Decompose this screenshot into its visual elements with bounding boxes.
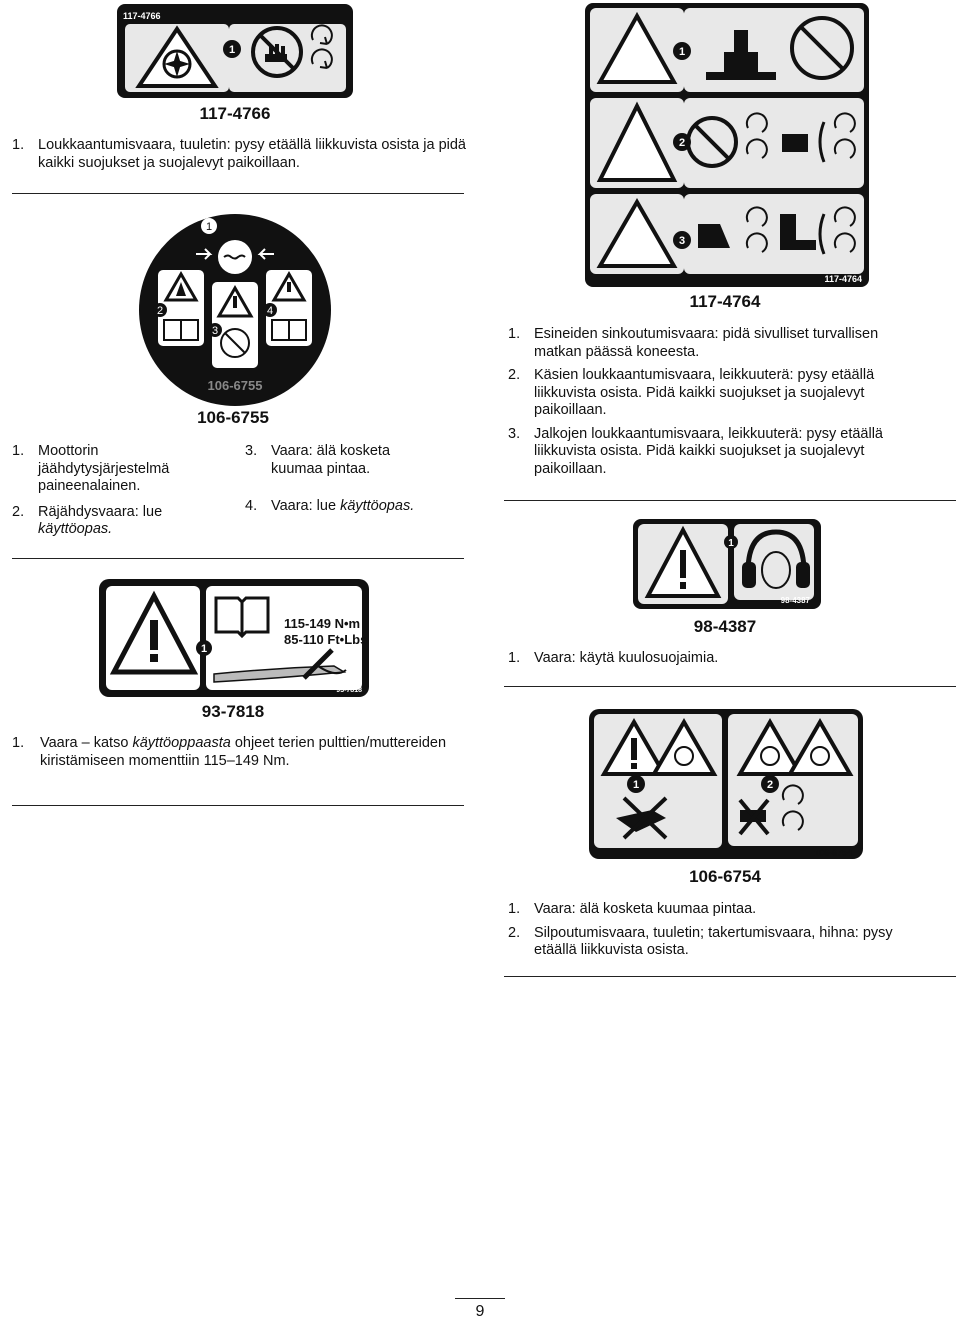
legend-item: 1. Vaara – katso käyttöoppaasta ohjeet terien pulttien/muttereiden kiristämiseen momenttiin 115–149 Nm. — [12, 735, 447, 769]
decal-number-93-7818: 93-7818 — [201, 702, 265, 721]
decal-number-106-6754: 106-6754 — [689, 867, 761, 886]
divider — [12, 558, 464, 559]
divider — [12, 805, 464, 806]
callout-number: 3 — [678, 235, 686, 247]
legend-item: 1. Moottorin jäähdytysjärjestelmä paineenalainen. — [12, 443, 170, 494]
decal-106-6755-image — [138, 212, 332, 408]
callout-number: 2 — [766, 779, 774, 791]
decal-106-6755-legend-right — [245, 443, 445, 522]
decal-117-4764-legend — [508, 326, 928, 484]
decal-117-4764-image — [584, 2, 870, 288]
callout-number: 1 — [632, 779, 640, 791]
decal-93-7818-image — [98, 578, 370, 698]
page-number-rule — [455, 1298, 505, 1299]
decal-98-4387-legend — [508, 650, 928, 674]
callout-number: 1 — [200, 643, 208, 655]
divider — [504, 686, 956, 687]
legend-item: 2. Käsien loukkaantumisvaara, leikkuuterä: pysy etäällä liikkuvista osista. Pidä kaikki suojukset ja suojalevyt paikoillaan. — [508, 367, 875, 418]
legend-item: 2. Räjähdysvaara: lue käyttöopas. — [12, 503, 163, 537]
torque-nm: 115-149 N•m — [284, 616, 361, 631]
callout-number: 1 — [728, 538, 734, 549]
torque-ftlbs: 85-110 Ft•Lbs — [284, 632, 368, 647]
decal-93-7818-legend — [12, 735, 452, 776]
decal-117-4766-legend — [12, 137, 472, 178]
legend-item: 1. Esineiden sinkoutumisvaara: pidä sivulliset turvallisen matkan päässä koneesta. — [508, 326, 879, 360]
decal-tag: 117-4764 — [824, 274, 862, 284]
callout-number: 3 — [211, 325, 219, 337]
callout-number: 4 — [266, 305, 274, 317]
decal-tag: 98-4387 — [780, 596, 810, 605]
divider — [504, 976, 956, 977]
decal-tag: 117-4766 — [123, 11, 161, 21]
callout-number: 1 — [228, 44, 236, 56]
decal-number-98-4387: 98-4387 — [693, 617, 757, 636]
legend-item: 3. Jalkojen loukkaantumisvaara, leikkuuterä: pysy etäällä liikkuvista osista. Pidä kaikki suojukset ja suojalevyt paikoillaan. — [508, 425, 883, 477]
decal-number-117-4764: 117-4764 — [689, 292, 761, 311]
callout-number: 2 — [678, 137, 686, 149]
callout-number: 2 — [156, 305, 164, 317]
legend-item: 1. Vaara: käytä kuulosuojaimia. — [508, 650, 719, 666]
legend-item: 3. Vaara: älä kosketa kuumaa pintaa. — [245, 443, 391, 477]
decal-number-106-6755: 106-6755 — [197, 408, 269, 427]
decal-106-6754-image — [588, 708, 864, 860]
legend-item: 1. Loukkaantumisvaara, tuuletin: pysy etäällä liikkuvista osista ja pidä kaikki suojukset ja suojalevyt paikoillaan. — [12, 137, 466, 171]
page-number: 9 — [475, 1303, 485, 1320]
callout-number: 1 — [678, 46, 686, 58]
decal-tag: 106-6754 — [813, 848, 852, 858]
divider — [504, 500, 956, 501]
decal-106-6755-legend-left — [12, 443, 202, 545]
decal-tag: 106-6755 — [207, 378, 263, 393]
divider — [12, 193, 464, 194]
decal-number-117-4766: 117-4766 — [199, 104, 271, 123]
callout-number: 1 — [205, 221, 213, 233]
decal-106-6754-legend — [508, 901, 938, 966]
decal-tag: 93-7818 — [336, 687, 362, 694]
decal-98-4387-image — [632, 518, 822, 610]
decal-117-4766-image — [115, 2, 355, 100]
legend-item: 4. Vaara: lue käyttöopas. — [245, 498, 415, 514]
legend-item: 1. Vaara: älä kosketa kuumaa pintaa. — [508, 901, 757, 917]
legend-item: 2. Silpoutumisvaara, tuuletin; takertumisvaara, hihna: pysy etäällä liikkuvista osista. — [508, 924, 893, 958]
